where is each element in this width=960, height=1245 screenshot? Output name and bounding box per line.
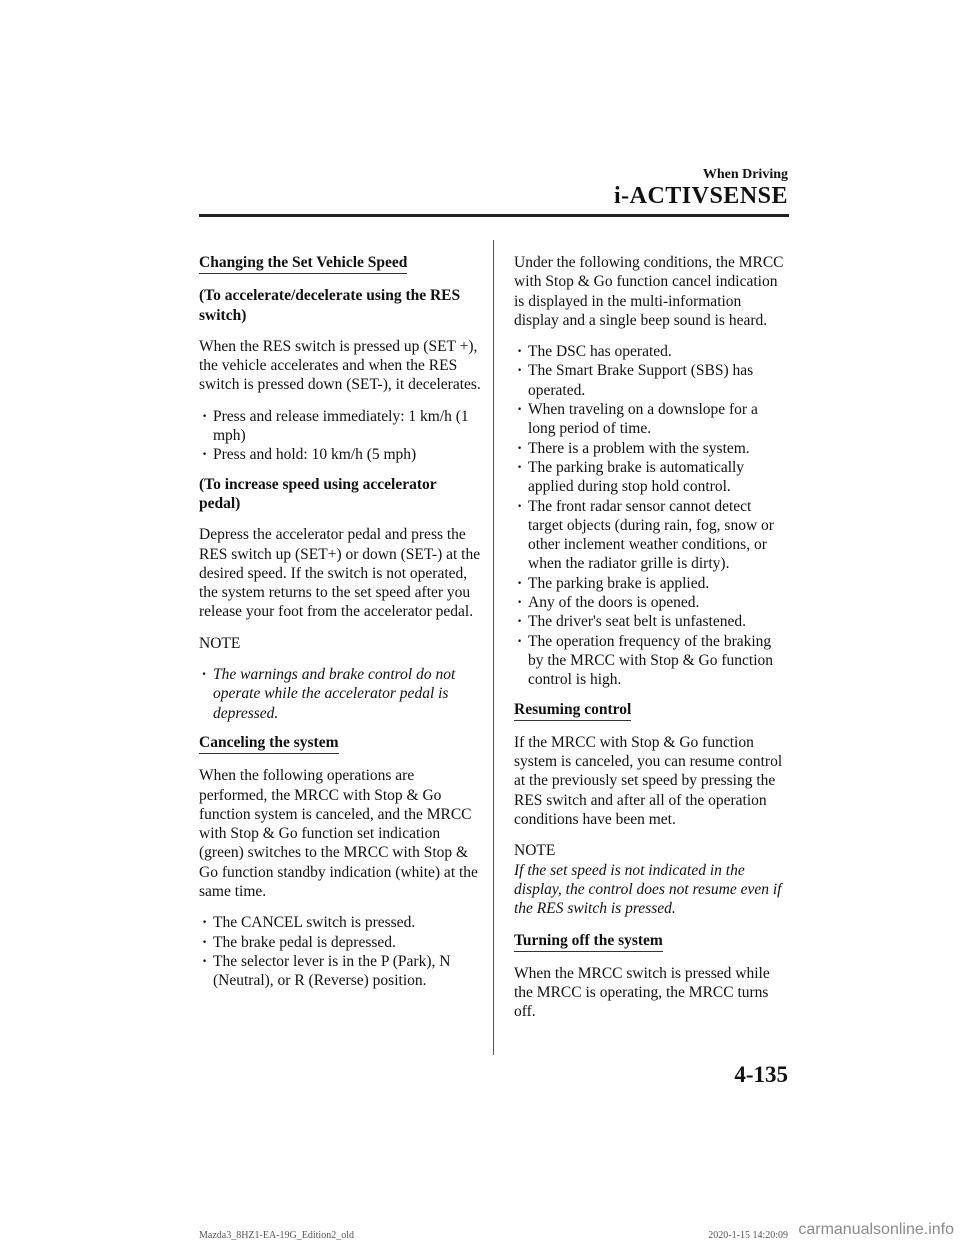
conditions-bullet-list (514, 342, 786, 689)
list-item: · The front radar sensor cannot detect target objects (during rain, fog, snow or other inclement weather conditions, or when the radiator grille is dirty). (514, 497, 786, 574)
left-column (199, 253, 481, 1001)
note-text: If the set speed is not indicated in the display, the control does not resume even if the RES switch is pressed. (514, 861, 782, 918)
list-item: · There is a problem with the system. (514, 439, 786, 458)
heading-changing-set-speed: Changing the Set Vehicle Speed (199, 253, 407, 274)
note-bullet-list (199, 665, 481, 723)
list-item: · The driver's seat belt is unfastened. (514, 612, 786, 631)
heading-turning-off-system: Turning off the system (514, 931, 663, 952)
list-item: · The Smart Brake Support (SBS) has operated. (514, 361, 786, 400)
header-section-title: When Driving (702, 167, 788, 182)
note-label: NOTE (199, 634, 241, 652)
cancel-bullet-list (199, 913, 481, 990)
paragraph-turning-off-system: When the MRCC switch is pressed while the MRCC is operating, the MRCC turns off. (514, 964, 770, 1021)
list-item: · When traveling on a downslope for a long period of time. (514, 400, 786, 439)
paragraph-res-switch: When the RES switch is pressed up (SET +), the vehicle accelerates and when the RES switch is pressed down (SET-), it decelerates. (199, 337, 481, 394)
list-item: · Any of the doors is opened. (514, 593, 786, 612)
list-item: · The selector lever is in the P (Park), N (Neutral), or R (Reverse) position. (199, 952, 481, 991)
heading-resuming-control: Resuming control (514, 700, 631, 721)
list-item: · The parking brake is applied. (514, 574, 786, 593)
column-divider (493, 240, 494, 1055)
header-chapter-title: i-ACTIVSENSE (613, 183, 788, 209)
subheading-accelerator-pedal: (To increase speed using accelerator pedal) (199, 475, 437, 512)
watermark-text: carmanualsonline.info (798, 1221, 954, 1238)
footer-timestamp: 2020-1-15 14:20:09 (708, 1230, 788, 1241)
list-item: · The CANCEL switch is pressed. (199, 913, 481, 932)
list-item: · The operation frequency of the braking by the MRCC with Stop & Go function control is high. (514, 632, 786, 690)
heading-canceling-system: Canceling the system (199, 733, 339, 754)
list-item: · Press and release immediately: 1 km/h (1 mph) (199, 407, 481, 446)
header-rule (199, 214, 789, 217)
page-number: 4-135 (734, 1062, 788, 1087)
paragraph-canceling-system: When the following operations are performed, the MRCC with Stop & Go function system is canceled, and the MRCC with Stop & Go function set indication (green) switches to the MRCC with Stop & Go function standby indication (white) at the same time. (199, 767, 478, 901)
note-label: NOTE (514, 842, 556, 860)
paragraph-cancel-conditions: Under the following conditions, the MRCC with Stop & Go function cancel indication is displayed in the multi-information display and a single beep sound is heard. (514, 254, 784, 329)
list-item: · The DSC has operated. (514, 342, 786, 361)
footer-file-name: Mazda3_8HZ1-EA-19G_Edition2_old (199, 1230, 354, 1241)
list-item: · The warnings and brake control do not operate while the accelerator pedal is depressed. (199, 665, 481, 723)
res-bullet-list (199, 407, 481, 465)
list-item: · The parking brake is automatically applied during stop hold control. (514, 458, 786, 497)
subheading-res-switch: (To accelerate/decelerate using the RES switch) (199, 287, 461, 324)
right-column (514, 253, 786, 1034)
list-item: · The brake pedal is depressed. (199, 933, 481, 952)
paragraph-resuming-control: If the MRCC with Stop & Go function system is canceled, you can resume control at the previously set speed by pressing the RES switch and after all of the operation conditions have been met. (514, 733, 783, 829)
list-item: · Press and hold: 10 km/h (5 mph) (199, 445, 481, 464)
paragraph-accelerator-pedal: Depress the accelerator pedal and press the RES switch up (SET+) or down (SET-) at the desired speed. If the switch is not operated, the system returns to the set speed after you release your foot from the accelerator pedal. (199, 526, 481, 621)
